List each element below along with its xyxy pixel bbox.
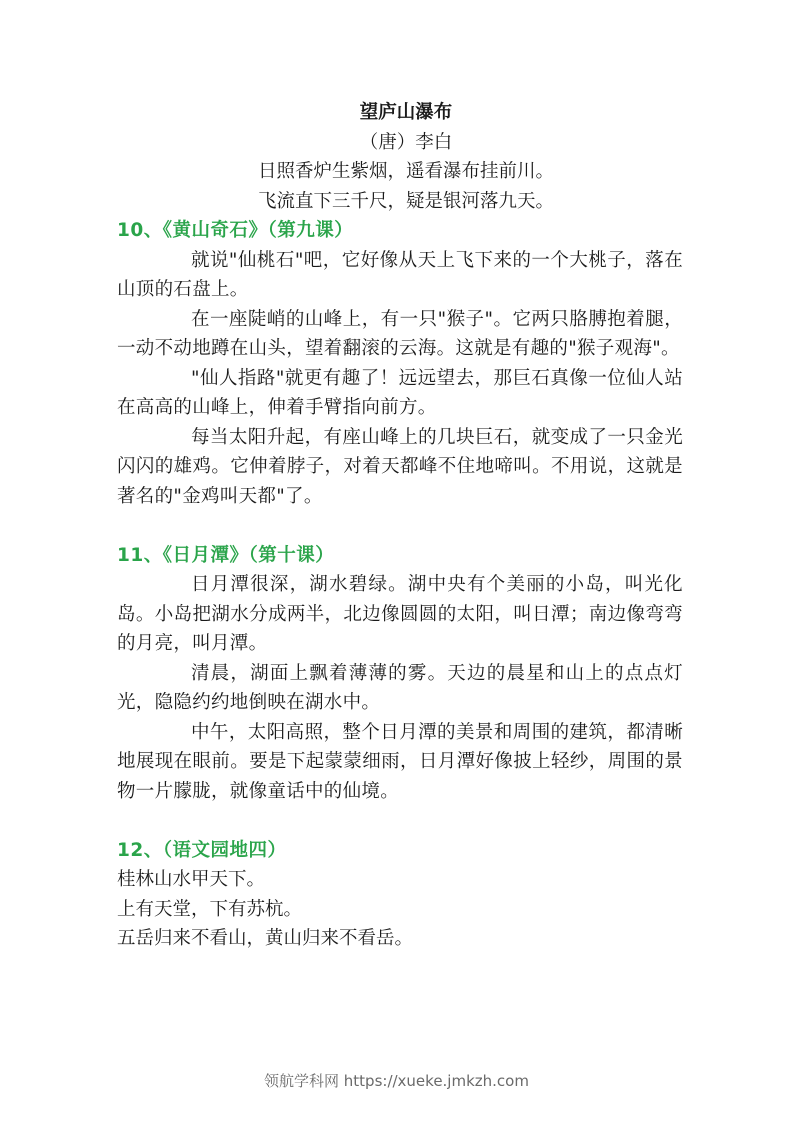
paragraph: "仙人指路"就更有趣了！远远望去，那巨石真像一位仙人站在高高的山峰上，伸着手臂指向前方。 <box>117 367 683 418</box>
paragraph: 日月潭很深，湖水碧绿。湖中央有个美丽的小岛，叫光化岛。小岛把湖水分成两半，北边像圆圆的太阳，叫日潭；南边像弯弯的月亮，叫月潭。 <box>117 574 683 654</box>
section-heading-10: 10、《黄山奇石》（第九课） <box>117 220 354 241</box>
paragraph: 中午，太阳高照，整个日月潭的美景和周围的建筑，都清晰地展现在眼前。要是下起蒙蒙细雨，日月潭好像披上轻纱，周围的景物一片朦胧，就像童话中的仙境。 <box>117 721 683 802</box>
paragraph: 清晨，湖面上飘着薄薄的雾。天边的晨星和山上的点点灯光，隐隐约约地倒映在湖水中。 <box>117 662 683 713</box>
poem-title: 望庐山瀑布 <box>359 102 453 123</box>
proverb-line: 五岳归来不看山，黄山归来不看岳。 <box>117 928 414 949</box>
spacer <box>117 511 683 541</box>
spacer <box>117 806 683 836</box>
proverb-line: 桂林山水甲天下。 <box>117 869 266 890</box>
document-page <box>117 98 683 954</box>
paragraph: 每当太阳升起，有座山峰上的几块巨石，就变成了一只金光闪闪的雄鸡。它伸着脖子，对着天都峰不住地啼叫。不用说，这就是著名的"金鸡叫天都"了。 <box>117 426 683 507</box>
paragraph: 就说"仙桃石"吧，它好像从天上飞下来的一个大桃子，落在山顶的石盘上。 <box>117 249 683 300</box>
footer-watermark: 领航学科网 https://xueke.jmkzh.com <box>264 1072 529 1090</box>
poem-author: （唐）李白 <box>359 131 453 153</box>
proverb-line: 上有天堂，下有苏杭。 <box>117 898 303 920</box>
poem-line: 日照香炉生紫烟，遥看瀑布挂前川。 <box>257 161 554 182</box>
paragraph: 在一座陡峭的山峰上，有一只"猴子"。它两只胳膊抱着腿，一动不动地蹲在山头，望着翻滚的云海。这就是有趣的"猴子观海"。 <box>117 308 683 359</box>
section-heading-11: 11、《日月潭》（第十课） <box>117 544 335 566</box>
section-heading-12: 12、（语文园地四） <box>117 839 287 861</box>
poem-block <box>129 98 683 216</box>
poem-line: 飞流直下三千尺，疑是银河落九天。 <box>257 190 554 212</box>
